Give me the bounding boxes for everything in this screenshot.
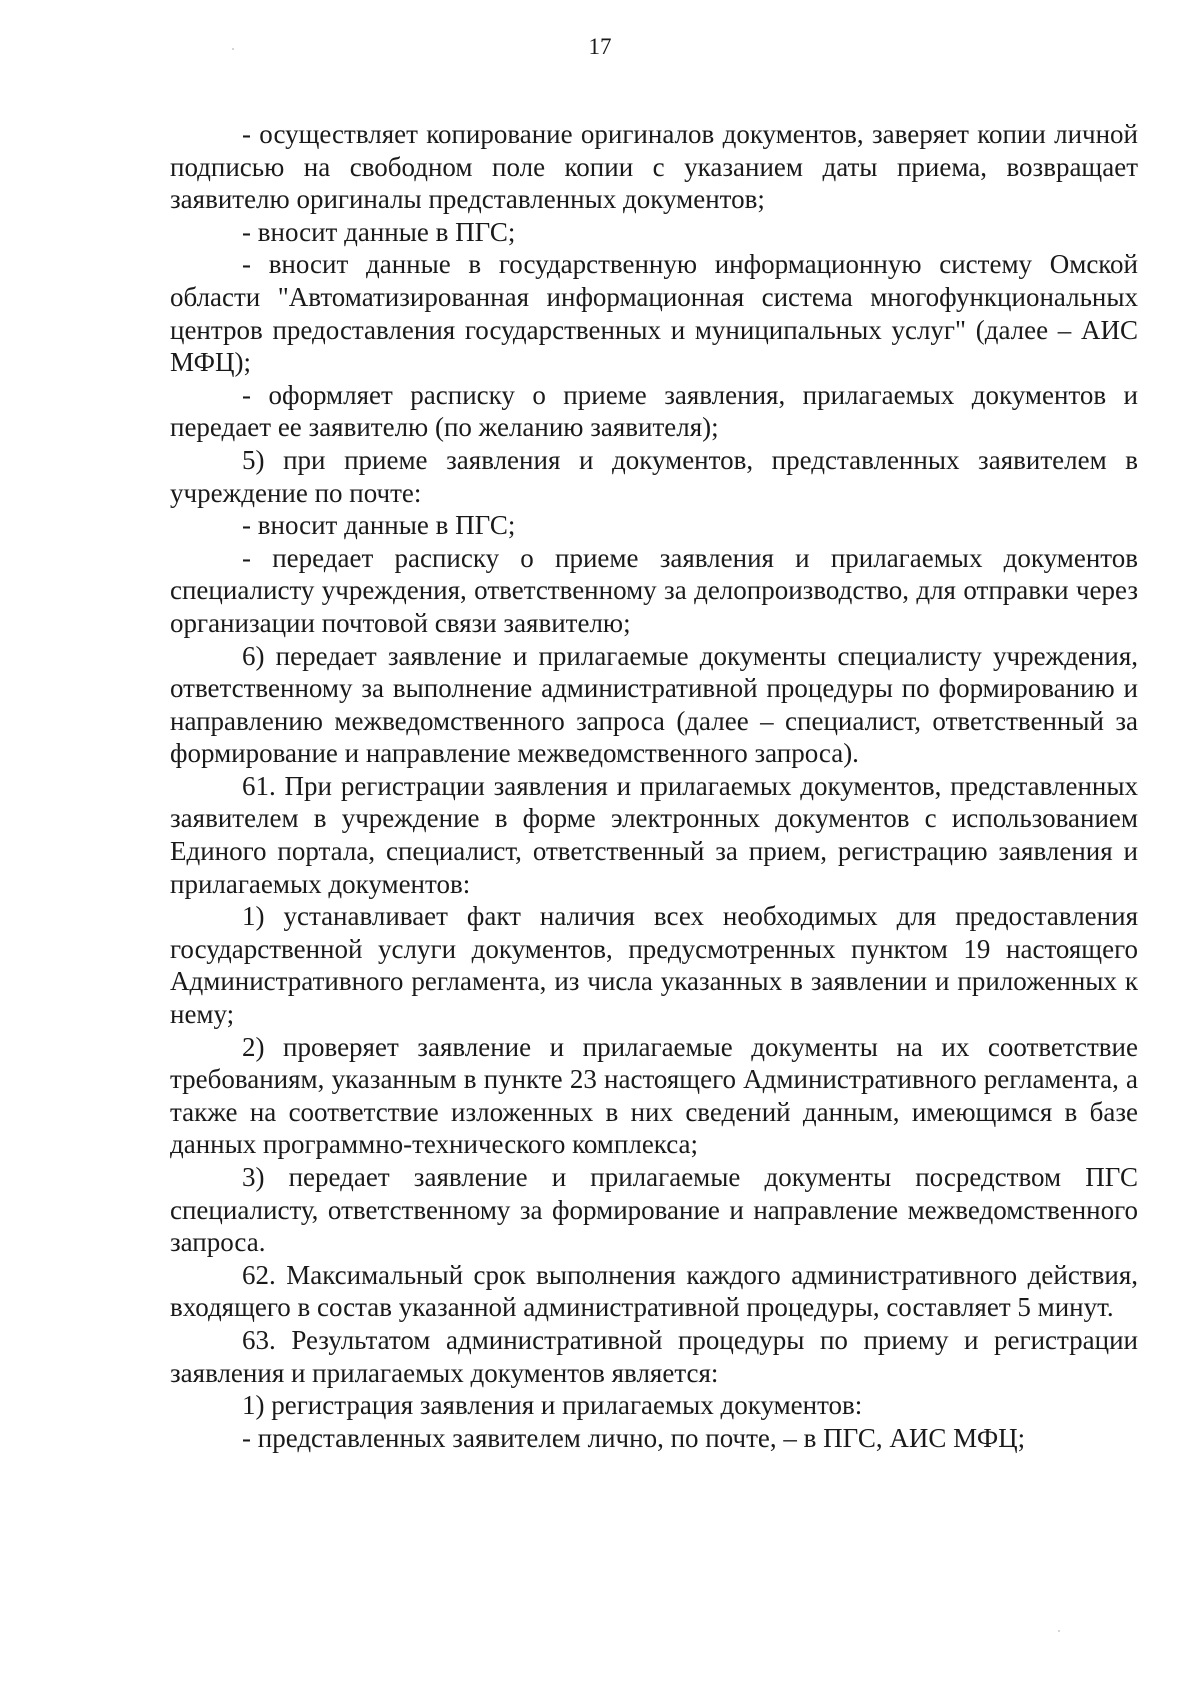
paragraph: - представленных заявителем лично, по почте, – в ПГС, АИС МФЦ; [242, 1422, 1026, 1453]
scan-speck [232, 48, 234, 50]
paragraph: 2) проверяет заявление и прилагаемые документы на их соответствие требованиям, указанным в пункте 23 настоящего Административного регламента, а также на соответствие изложенных в них сведений данным, имеющимся в базе данных программно-технического комплекса; [170, 1031, 1138, 1160]
paragraph: - вносит данные в ПГС; [242, 510, 516, 541]
paragraph: 62. Максимальный срок выполнения каждого административного действия, входящего в состав указанной административной процедуры, составляет 5 минут. [170, 1259, 1138, 1323]
paragraph: 5) при приеме заявления и документов, представленных заявителем в учреждение по почте: [170, 444, 1138, 508]
paragraph: - осуществляет копирование оригиналов документов, заверяет копии личной подписью на свободном поле копии с указанием даты приема, возвращает заявителю оригиналы представленных документов; [170, 119, 1138, 215]
paragraph: 3) передает заявление и прилагаемые документы посредством ПГС специалисту, ответственному за формирование и направление межведомственного запроса. [170, 1162, 1138, 1258]
paragraph: 61. При регистрации заявления и прилагаемых документов, представленных заявителем в учреждение в форме электронных документов с использованием Единого портала, специалист, ответственный за прием, регистрацию заявления и прилагаемых документов: [170, 770, 1138, 899]
paragraph: 63. Результатом административной процедуры по приему и регистрации заявления и прилагаемых документов является: [170, 1324, 1138, 1388]
paragraph: - оформляет расписку о приеме заявления, прилагаемых документов и передает ее заявителю (по желанию заявителя); [170, 379, 1138, 443]
paragraph: - вносит данные в ПГС; [242, 216, 516, 247]
paragraph: 1) устанавливает факт наличия всех необходимых для предоставления государственной услуги документов, предусмотренных пунктом 19 настоящего Административного регламента, из числа указанных в заявлении и приложенных к нему; [170, 901, 1138, 1030]
document-body [170, 118, 1138, 1454]
paragraph: - вносит данные в государственную информационную систему Омской области "Автоматизированная информационная система многофункциональных центров предоставления государственных и муниципальных услуг" (далее – АИС МФЦ); [170, 249, 1138, 378]
paragraph: 6) передает заявление и прилагаемые документы специалисту учреждения, ответственному за выполнение административной процедуры по формированию и направлению межведомственного запроса (далее – специалист, ответственный за формирование и направление межведомственного запроса). [170, 640, 1138, 769]
page-number: 17 [588, 34, 612, 59]
scan-speck [1058, 1630, 1060, 1632]
paragraph: 1) регистрация заявления и прилагаемых документов: [242, 1390, 863, 1421]
paragraph: - передает расписку о приеме заявления и прилагаемых документов специалисту учреждения, ответственному за делопроизводство, для отправки через организации почтовой связи заявителю; [170, 542, 1138, 638]
